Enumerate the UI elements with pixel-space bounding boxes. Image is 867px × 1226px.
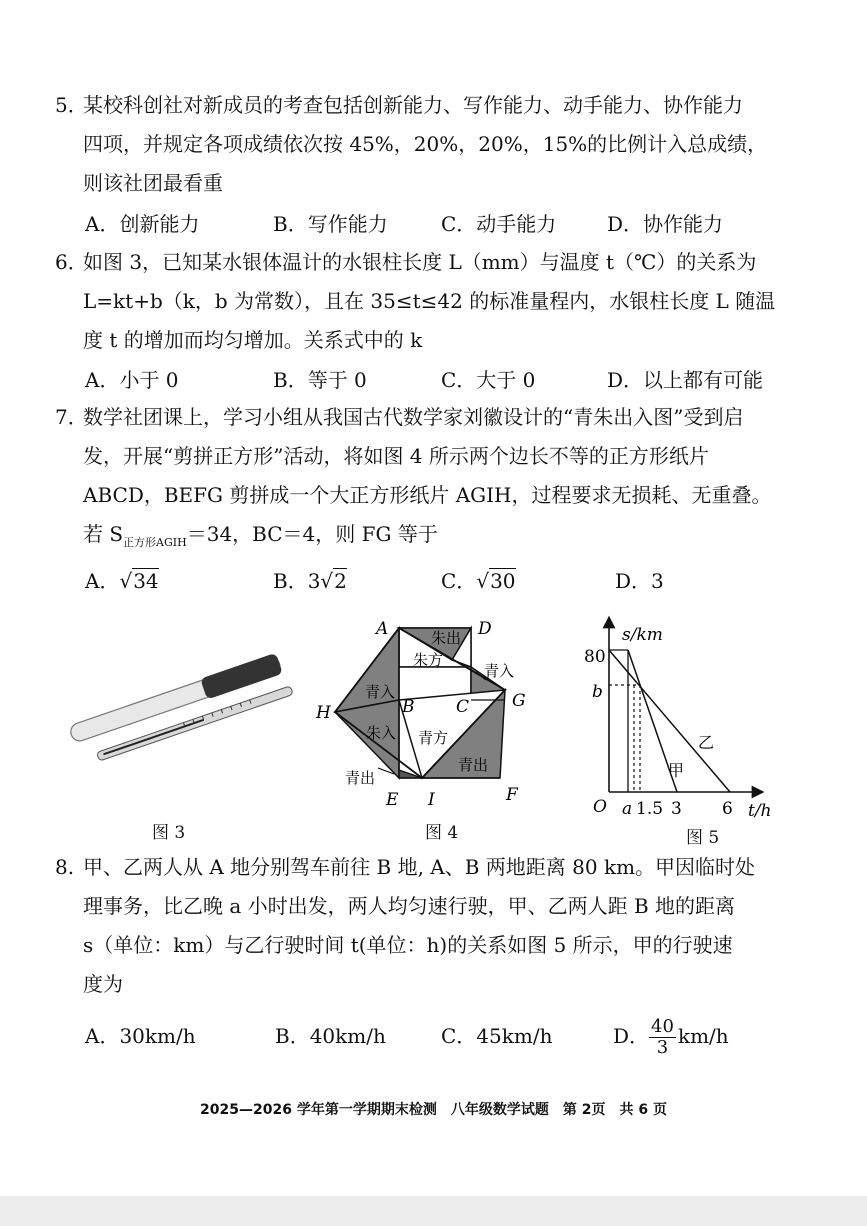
question-number: 7． xyxy=(55,405,88,429)
page-footer: 2025—2026 学年第一学期期末检测 八年级数学试题 第 2页 共 6 页 xyxy=(200,1102,667,1118)
fig5-tick-1-5: 1.5 xyxy=(636,799,664,819)
figure-5-caption: 图 5 xyxy=(686,828,720,848)
denominator: 3 xyxy=(656,1037,669,1058)
option-c[interactable]: C．√30 xyxy=(441,569,516,593)
question-text-line: 理事务，比乙晚 a 小时出发，两人均匀速行驶，甲、乙两人距 B 地的距离 xyxy=(83,894,736,918)
fig4-label-f: F xyxy=(506,785,518,805)
question-6-options xyxy=(85,364,845,400)
fig4-label-qing-chu: 青出 xyxy=(458,756,489,774)
area-subscript: 正方形AGIH xyxy=(123,536,187,549)
option-b[interactable]: B．等于 0 xyxy=(273,368,367,392)
question-text-line: s（单位：km）与乙行驶时间 t(单位：h)的关系如图 5 所示，甲的行驶速 xyxy=(83,933,733,957)
option-letter: C． xyxy=(441,569,477,593)
radicand: 2 xyxy=(334,569,347,593)
question-6 xyxy=(55,243,845,360)
option-b[interactable]: B．40km/h xyxy=(275,1024,386,1048)
figure-3-thermometer xyxy=(55,628,295,768)
fraction-40-over-3 xyxy=(649,1017,676,1058)
question-7 xyxy=(55,398,845,562)
area-symbol: 若 S xyxy=(83,522,124,546)
fig4-label-b: B xyxy=(402,697,415,717)
question-text-tail: ＝34，BC＝4，则 FG 等于 xyxy=(186,522,438,546)
option-d[interactable]: D．以上都有可能 xyxy=(607,368,764,392)
radicand: 30 xyxy=(490,569,516,593)
option-c[interactable]: C．动手能力 xyxy=(441,212,557,236)
fig4-label-c: C xyxy=(456,697,470,717)
question-5-options xyxy=(85,208,845,244)
question-number: 5． xyxy=(55,93,88,117)
question-text-line: 度 t 的增加而均匀增加。关系式中的 k xyxy=(83,328,423,352)
figure-3-caption: 图 3 xyxy=(152,823,186,843)
unit: km/h xyxy=(677,1024,729,1048)
fig5-tick-6: 6 xyxy=(722,799,733,819)
option-b[interactable]: B．3√2 xyxy=(273,569,347,593)
option-letter: B．3 xyxy=(273,569,321,593)
option-b[interactable]: B．写作能力 xyxy=(273,212,388,236)
option-letter: D． xyxy=(613,1024,650,1048)
option-c[interactable]: C．45km/h xyxy=(441,1024,553,1048)
fig4-label-zhu-fang: 朱方 xyxy=(413,651,444,669)
question-text-line: ABCD，BEFG 剪拼成一个大正方形纸片 AGIH，过程要求无损耗、无重叠。 xyxy=(83,483,772,507)
option-a[interactable]: A．√34 xyxy=(85,569,159,593)
fig4-label-g: G xyxy=(512,691,526,711)
question-8-options xyxy=(85,1012,845,1060)
question-text-line: 甲、乙两人从 A 地分别驾车前往 B 地, A、B 两地距离 80 km。甲因临时处 xyxy=(83,855,756,879)
fig4-label-h: H xyxy=(316,703,331,723)
option-d[interactable]: D．3 xyxy=(615,569,664,593)
fig4-label-qing-ru-left: 青入 xyxy=(365,683,396,701)
fig4-label-qing-chu-small: 青出 xyxy=(345,769,376,787)
fig4-label-qing-ru-right: 青入 xyxy=(484,662,515,680)
question-text-line xyxy=(55,515,845,562)
fig4-label-i: I xyxy=(428,790,435,810)
scan-bottom-band xyxy=(0,1196,867,1226)
fig5-tick-3: 3 xyxy=(671,799,682,819)
fig4-label-zhu-ru: 朱入 xyxy=(366,724,397,742)
fig5-axis-label-t: t/h xyxy=(748,801,772,821)
fig5-tick-80: 80 xyxy=(584,647,606,667)
option-c[interactable]: C．大于 0 xyxy=(441,368,536,392)
figure-4-caption: 图 4 xyxy=(425,823,459,843)
fig4-label-e: E xyxy=(386,790,399,810)
question-text-line: 发，开展“剪拼正方形”活动，将如图 4 所示两个边长不等的正方形纸片 xyxy=(83,444,709,468)
question-number: 6． xyxy=(55,250,88,274)
question-text-line: 某校科创社对新成员的考查包括创新能力、写作能力、动手能力、协作能力 xyxy=(83,93,743,117)
fig5-label-jia: 甲 xyxy=(668,761,685,780)
radicand: 34 xyxy=(133,569,159,593)
option-a[interactable]: A．30km/h xyxy=(85,1024,196,1048)
question-text-line: 四项，并规定各项成绩依次按 45%，20%，20%，15%的比例计入总成绩， xyxy=(83,132,768,156)
option-a[interactable]: A．小于 0 xyxy=(85,368,179,392)
numerator: 40 xyxy=(651,1016,674,1037)
figure-5-distance-time-graph xyxy=(580,615,780,825)
fig4-label-a: A xyxy=(376,619,389,639)
question-number: 8. xyxy=(55,855,75,879)
question-text-line: 如图 3，已知某水银体温计的水银柱长度 L（mm）与温度 t（℃）的关系为 xyxy=(83,250,757,274)
fig5-tick-b: b xyxy=(592,682,603,702)
question-text-line: 度为 xyxy=(83,972,123,996)
question-8 xyxy=(55,848,845,1004)
fig5-axis-label-s: s/km xyxy=(622,625,663,645)
question-text-line: L=kt+b（k，b 为常数），且在 35≤t≤42 的标准量程内，水银柱长度 L 随温 xyxy=(83,289,776,313)
option-a[interactable]: A．创新能力 xyxy=(85,212,200,236)
fig4-label-qing-fang: 青方 xyxy=(418,729,449,747)
fig5-label-yi: 乙 xyxy=(698,733,715,752)
fig5-origin: O xyxy=(593,797,607,817)
question-7-options xyxy=(85,565,845,601)
option-d[interactable] xyxy=(613,1012,729,1060)
question-text-line: 则该社团最看重 xyxy=(83,171,223,195)
figure-4-square-dissection xyxy=(310,612,535,812)
question-5 xyxy=(55,86,845,203)
fig4-label-zhu-chu: 朱出 xyxy=(431,629,462,647)
question-text-line: 数学社团课上，学习小组从我国古代数学家刘徽设计的“青朱出入图”受到启 xyxy=(83,405,744,429)
option-letter: A． xyxy=(85,569,120,593)
fig5-tick-a: a xyxy=(622,799,633,819)
fig4-label-d: D xyxy=(478,619,492,639)
option-d[interactable]: D．协作能力 xyxy=(607,212,724,236)
